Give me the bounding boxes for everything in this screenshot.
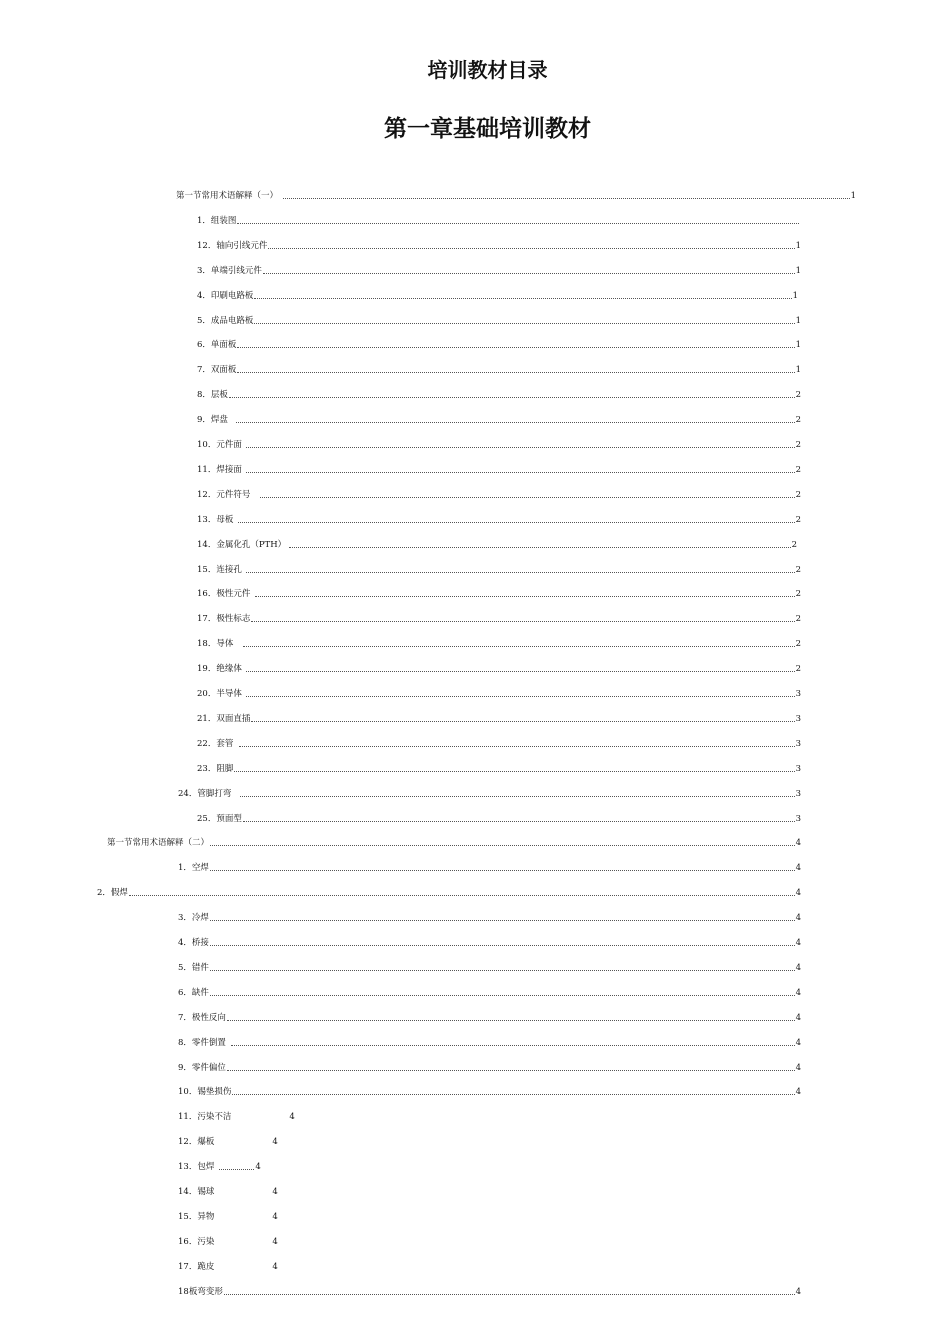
toc-entry-page-number: 4 (795, 888, 801, 899)
document-title: 培训教材目录 (427, 58, 548, 82)
toc-entry-label: 4．桥接 (178, 938, 209, 948)
toc-entry-page-number: 2 (795, 514, 801, 525)
toc-entry[interactable] (197, 237, 801, 251)
toc-entry-page-number: 2 (795, 390, 801, 401)
toc-entry-label: 9．焊盘 (197, 415, 228, 426)
toc-entry-label: 15．异物 (178, 1211, 215, 1222)
toc-entry-page-number: 4 (255, 1162, 261, 1173)
toc-entry[interactable] (197, 685, 801, 699)
toc-entry[interactable] (197, 262, 801, 276)
toc-dot-leader (243, 646, 794, 647)
toc-entry-label: 20．半导体 (197, 689, 242, 699)
toc-entry-label: 7．双面板 (197, 365, 237, 376)
toc-entry-label: 1．空焊 (178, 863, 209, 874)
toc-entry[interactable] (178, 1083, 801, 1097)
toc-entry[interactable] (178, 1133, 278, 1147)
toc-entry[interactable] (197, 660, 801, 674)
toc-entry[interactable] (176, 187, 856, 201)
toc-entry[interactable] (178, 1009, 801, 1023)
toc-entry-page-number: 4 (795, 913, 801, 924)
toc-entry-label: 21．双面直插 (197, 713, 251, 724)
toc-entry-page-number: 3 (795, 813, 801, 824)
toc-entry-label: 2．假焊 (97, 888, 128, 899)
toc-entry-label: 3．单端引线元件 (197, 265, 262, 276)
toc-entry-page-number: 4 (795, 1012, 801, 1023)
toc-entry-page-number: 3 (795, 788, 801, 799)
toc-entry[interactable] (197, 635, 801, 649)
toc-entry-label: 第一节常用术语解释（二） (107, 838, 210, 849)
toc-entry-page-number: 4 (272, 1261, 278, 1272)
toc-entry-label: 3．冷焊 (178, 913, 209, 924)
toc-entry[interactable] (178, 1183, 278, 1197)
toc-entry-label: 8．零件倒置 (178, 1037, 226, 1048)
toc-entry-page-number: 4 (795, 1062, 801, 1073)
toc-entry-label: 9．零件偏位 (178, 1062, 226, 1073)
toc-entry-label: 17．跪皮 (178, 1261, 215, 1272)
toc-entry-page-number: 4 (795, 1286, 801, 1297)
toc-entry-page-number: 1 (795, 240, 801, 251)
toc-entry[interactable] (197, 461, 801, 475)
toc-entry-label: 6．缺件 (178, 987, 209, 998)
toc-entry-label: 16．极性元件 (197, 589, 251, 600)
toc-dot-leader (255, 596, 794, 597)
toc-entry-page-number: 4 (289, 1112, 295, 1123)
toc-entry-page-number: 4 (272, 1211, 278, 1222)
toc-entry-label: 第一节常用术语解释（一） (176, 191, 279, 201)
toc-entry-page-number: 1 (850, 191, 856, 201)
toc-entry-page-number: 3 (795, 763, 801, 774)
toc-dot-leader (254, 323, 794, 324)
toc-entry-page-number: 1 (795, 315, 801, 326)
toc-entry-page-number: 4 (795, 987, 801, 998)
toc-entry[interactable] (197, 735, 801, 749)
toc-entry-label: 13．包焊 (178, 1162, 215, 1173)
toc-entry[interactable] (197, 212, 800, 226)
toc-entry[interactable] (197, 585, 801, 599)
toc-dot-leader (237, 372, 794, 373)
toc-dot-leader (227, 1070, 795, 1071)
toc-entry-label: 7．极性反向 (178, 1012, 226, 1023)
toc-entry[interactable] (178, 1059, 801, 1073)
toc-dot-leader (224, 1294, 795, 1295)
toc-dot-leader (240, 796, 794, 797)
toc-entry-page-number: 2 (791, 539, 797, 550)
toc-entry-label: 22．套管 (197, 738, 234, 749)
toc-entry[interactable] (197, 610, 801, 624)
toc-entry-label: 14．金属化孔（PTH） (197, 539, 287, 550)
toc-entry-label: 19．绝缘体 (197, 664, 242, 675)
toc-entry-label: 24．管脚打弯 (178, 788, 232, 799)
toc-entry[interactable] (178, 959, 801, 973)
toc-entry[interactable] (197, 312, 801, 326)
toc-entry-page-number: 4 (795, 1037, 801, 1048)
toc-entry-page-number: 1 (792, 290, 798, 301)
toc-dot-leader (289, 547, 790, 548)
toc-entry-label: 12．爆板 (178, 1137, 215, 1148)
toc-dot-leader (229, 397, 795, 398)
toc-entry-label: 8．层板 (197, 390, 228, 401)
toc-dot-leader (210, 970, 795, 971)
toc-entry[interactable] (178, 1283, 801, 1297)
toc-entry-label: 6．单面板 (197, 340, 237, 351)
toc-dot-leader (239, 746, 794, 747)
chapter-title: 第一章基础培训教材 (384, 116, 591, 142)
toc-entry[interactable] (197, 536, 797, 550)
toc-entry-label: 11．焊接面 (197, 464, 242, 475)
toc-entry[interactable] (197, 760, 801, 774)
toc-dot-leader (227, 1020, 795, 1021)
toc-entry[interactable] (197, 436, 801, 450)
toc-entry-page-number: 1 (795, 340, 801, 351)
toc-entry-label: 5．成品电路板 (197, 315, 254, 326)
toc-entry-label: 13．母板 (197, 514, 234, 525)
toc-entry[interactable] (178, 1233, 278, 1247)
toc-entry[interactable] (197, 287, 798, 301)
toc-dot-leader (210, 995, 795, 996)
toc-entry-page-number: 4 (272, 1187, 278, 1197)
toc-entry-page-number: 4 (795, 962, 801, 973)
toc-entry[interactable] (178, 1158, 261, 1172)
toc-entry-page-number: 2 (795, 489, 801, 500)
toc-entry[interactable] (197, 411, 801, 425)
toc-entry-label: 16．污染 (178, 1236, 215, 1247)
toc-entry[interactable] (97, 884, 801, 898)
toc-dot-leader (246, 696, 795, 697)
toc-entry-page-number: 2 (795, 639, 801, 650)
toc-entry-page-number: 2 (795, 464, 801, 475)
toc-entry-page-number: 4 (272, 1236, 278, 1247)
toc-entry[interactable] (197, 511, 801, 525)
toc-entry[interactable] (178, 1258, 278, 1272)
toc-entry[interactable] (197, 361, 801, 375)
toc-dot-leader (219, 1169, 254, 1170)
toc-entry-label: 15．连接孔 (197, 564, 242, 575)
toc-entry-page-number: 1 (795, 265, 801, 276)
toc-entry-label: 10．锡垫损伤 (178, 1087, 232, 1098)
toc-dot-leader (231, 1045, 795, 1046)
toc-dot-leader (246, 572, 795, 573)
toc-entry-label: 12．轴向引线元件 (197, 240, 268, 251)
toc-entry[interactable] (178, 984, 801, 998)
toc-entry-label: 1．组装图 (197, 215, 237, 226)
toc-entry[interactable] (107, 834, 801, 848)
toc-entry[interactable] (178, 1034, 801, 1048)
toc-entry-page-number: 4 (795, 1087, 801, 1098)
toc-entry[interactable] (178, 934, 801, 948)
toc-entry-page-number: 2 (795, 614, 801, 625)
toc-entry[interactable] (197, 336, 801, 350)
toc-entry[interactable] (178, 859, 801, 873)
toc-entry-label: 23．阻脚 (197, 763, 234, 774)
toc-entry[interactable] (197, 561, 801, 575)
toc-dot-leader (251, 621, 794, 622)
toc-entry-page-number: 2 (795, 664, 801, 675)
toc-dot-leader (210, 870, 795, 871)
toc-entry-page-number: 1 (795, 365, 801, 376)
toc-entry-page-number: 4 (795, 863, 801, 874)
toc-entry-label: 11．污染不洁 (178, 1112, 232, 1123)
toc-entry-page-number: 3 (795, 713, 801, 724)
toc-entry[interactable] (178, 1108, 295, 1122)
toc-entry-page-number: 2 (795, 440, 801, 450)
toc-dot-leader (268, 248, 794, 249)
toc-dot-leader (129, 895, 795, 896)
toc-dot-leader (238, 522, 794, 523)
toc-dot-leader (246, 671, 795, 672)
toc-entry[interactable] (197, 710, 801, 724)
toc-entry-page-number: 4 (795, 938, 801, 948)
toc-entry-page-number: 2 (795, 415, 801, 426)
toc-entry[interactable] (178, 1208, 278, 1222)
toc-dot-leader (237, 347, 794, 348)
toc-entry[interactable] (197, 810, 801, 824)
toc-entry-page-number: 3 (795, 689, 801, 699)
toc-dot-leader (243, 821, 795, 822)
toc-entry-page-number: 4 (272, 1137, 278, 1148)
toc-dot-leader (234, 771, 794, 772)
toc-entry[interactable] (197, 486, 801, 500)
toc-dot-leader (246, 447, 795, 448)
toc-dot-leader (210, 920, 795, 921)
toc-dot-leader (232, 1094, 794, 1095)
toc-entry[interactable] (178, 909, 801, 923)
toc-entry[interactable] (178, 785, 801, 799)
toc-dot-leader (251, 721, 794, 722)
toc-dot-leader (210, 845, 795, 846)
toc-entry[interactable] (197, 386, 801, 400)
toc-entry-label: 12．元件符号 (197, 489, 251, 500)
toc-entry-label: 14．锡球 (178, 1187, 215, 1197)
toc-dot-leader (246, 472, 795, 473)
toc-entry-label: 25．预面型 (197, 813, 242, 824)
toc-entry-label: 18．导体 (197, 639, 234, 650)
toc-entry-page-number: 4 (795, 838, 801, 849)
toc-entry-label: 10．元件面 (197, 440, 242, 450)
toc-entry-label: 5．错件 (178, 962, 209, 973)
toc-dot-leader (237, 223, 799, 224)
toc-dot-leader (260, 497, 794, 498)
toc-entry-label: 18板弯变形 (178, 1286, 223, 1297)
toc-dot-leader (236, 422, 795, 423)
toc-entry-label: 17．极性标志 (197, 614, 251, 625)
toc-entry-page-number: 3 (795, 738, 801, 749)
toc-dot-leader (283, 198, 850, 199)
toc-entry-label: 4．印刷电路板 (197, 290, 254, 301)
toc-dot-leader (263, 273, 795, 274)
toc-dot-leader (254, 298, 791, 299)
toc-entry-page-number: 2 (795, 564, 801, 575)
toc-entry-page-number: 2 (795, 589, 801, 600)
toc-dot-leader (210, 945, 795, 946)
